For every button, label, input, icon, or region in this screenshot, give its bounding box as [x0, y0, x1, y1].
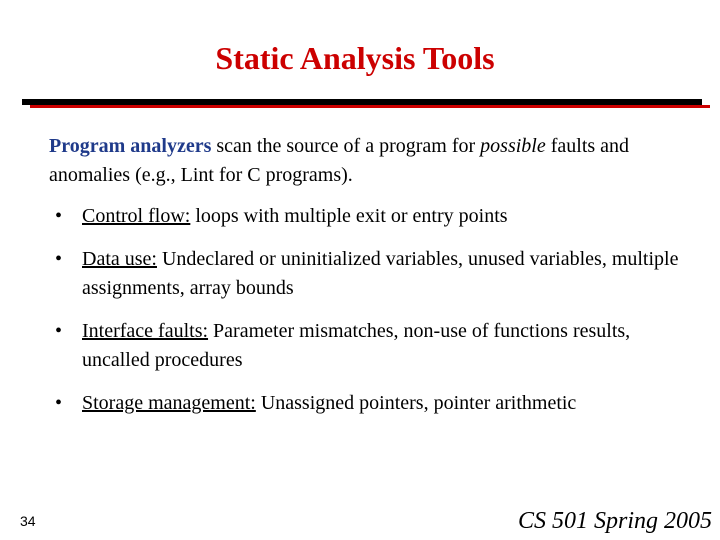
bullet-heading: Storage management: [82, 392, 256, 414]
bullet-heading: Data use: [82, 248, 157, 270]
bullet-storage-management [49, 389, 689, 418]
bullet-text: loops with multiple exit or entry points [190, 205, 508, 227]
bullet-dot: • [55, 392, 63, 414]
title-rule-accent [30, 105, 710, 108]
bullet-control-flow [49, 202, 689, 231]
footer-course-label: CS 501 Spring 2005 [517, 508, 712, 534]
bullet-text: Parameter mismatches, non-use of functions results, uncalled procedures [82, 320, 631, 371]
bullet-interface-faults [49, 317, 689, 375]
title-rule [22, 99, 702, 105]
bullet-text: Undeclared or uninitialized variables, unused variables, multiple assignments, array bounds [82, 248, 679, 299]
bullet-heading: Interface faults: [82, 320, 209, 342]
intro-emphasis: possible [480, 135, 546, 157]
bullet-dot: • [55, 205, 63, 227]
intro-text-before: scan the source of a program for [211, 135, 481, 157]
slide-title: Static Analysis Tools [215, 40, 495, 76]
intro-paragraph [49, 132, 689, 190]
intro-term: Program analyzers [49, 135, 212, 157]
bullet-text: Unassigned pointers, pointer arithmetic [255, 392, 577, 414]
page-number: 34 [20, 513, 36, 529]
intro-text-after: faults and anomalies (e.g., Lint for C programs). [49, 135, 630, 186]
bullet-list [49, 202, 689, 432]
bullet-heading: Control flow: [82, 205, 191, 227]
bullet-dot: • [55, 248, 63, 270]
bullet-data-use [49, 245, 689, 303]
bullet-dot: • [55, 320, 63, 342]
